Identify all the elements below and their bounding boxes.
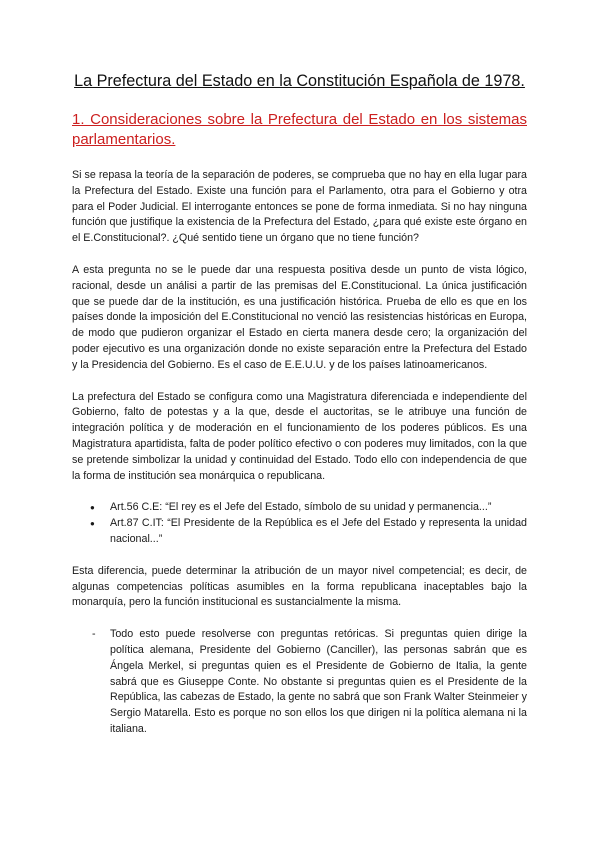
paragraph-3: La prefectura del Estado se configura como una Magistratura diferenciada e independiente del Gobierno, falto de potestas y a la que, desde el auctoritas, se le atribuye una función de integración política y de moderación en el funcionamiento de los poderes públicos. Es una Magistratura apartidista, falta de poder político efectivo o con poderes muy limitados, con la que se pretende simbolizar la unidad y continuidad del Estado. Todo ello con independencia de que la forma de institución sea monárquica o republicana. (72, 390, 527, 482)
bullet-item-art87: ● Art.87 C.IT: “El Presidente de la República es el Jefe del Estado y representa la unidad nacional...” (72, 516, 527, 548)
document-page (72, 70, 527, 738)
bullet-item-art56: ● Art.56 C.E: “El rey es el Jefe del Estado, símbolo de su unidad y permanencia...” (72, 500, 527, 516)
paragraph-2: A esta pregunta no se le puede dar una respuesta positiva desde un punto de vista lógico, racional, desde un análisi a partir de las premisas del E.Constitucional. La única justificación que se puede dar de la institución, es una justificación histórica. Prueba de ello es que en los países donde la imposición del E.Constitucional no venció las resistencias históricas en Europa, de modo que pudieron organizar el Estado en cierta manera desde cero; la organización del poder ejecutivo es una organización donde no existe separación entre la Prefectura del Estado y la Presidencia del Gobierno. Es el caso de E.E.U.U. y de los países latinoamericanos. (72, 263, 527, 371)
dash-list (72, 627, 527, 738)
paragraph-1: Si se repasa la teoría de la separación de poderes, se comprueba que no hay en ella lugar para la Prefectura del Estado. Existe una función para el Parlamento, otra para el Gobierno y otra para el Poder Judicial. El interrogante entonces se pone de forma inmediata. Si no hay ninguna función que justifique la existencia de la Prefectura del Estado, ¿para qué existe este órgano en el E.Constitucional?. ¿Qué sentido tiene un órgano que no tiene función? (72, 169, 527, 245)
paragraph-4: Esta diferencia, puede determinar la atribución de un mayor nivel competencial; es decir, de algunas competencias políticas asumibles en la forma republicana inaceptables bajo la monarquía, pero la función institucional es sustancialmente la misma. (72, 564, 527, 609)
dash-item-rhetorical-questions: - Todo esto puede resolverse con preguntas retóricas. Si preguntas quien dirige la política alemana, Presidente del Gobierno (Canciller), las personas sabrán que es Ángela Merkel, si preguntas quien es el Presidente de Gobierno de Italia, la gente sabrá que es Giuseppe Conte. No obstante si preguntas quien es el Presidente de la República, las cabezas de Estado, la gente no sabrá que son Frank Walter Steinmeier y Sergio Matarella. Esto es porque no son ellos los que dirigen ni la política alemana ni la italiana. (72, 627, 527, 738)
section-heading: 1. Consideraciones sobre la Prefectura del Estado en los sistemas parlamentarios. (72, 111, 527, 148)
page-title: La Prefectura del Estado en la Constitución Española de 1978. (74, 72, 525, 90)
bullet-list (72, 500, 527, 547)
